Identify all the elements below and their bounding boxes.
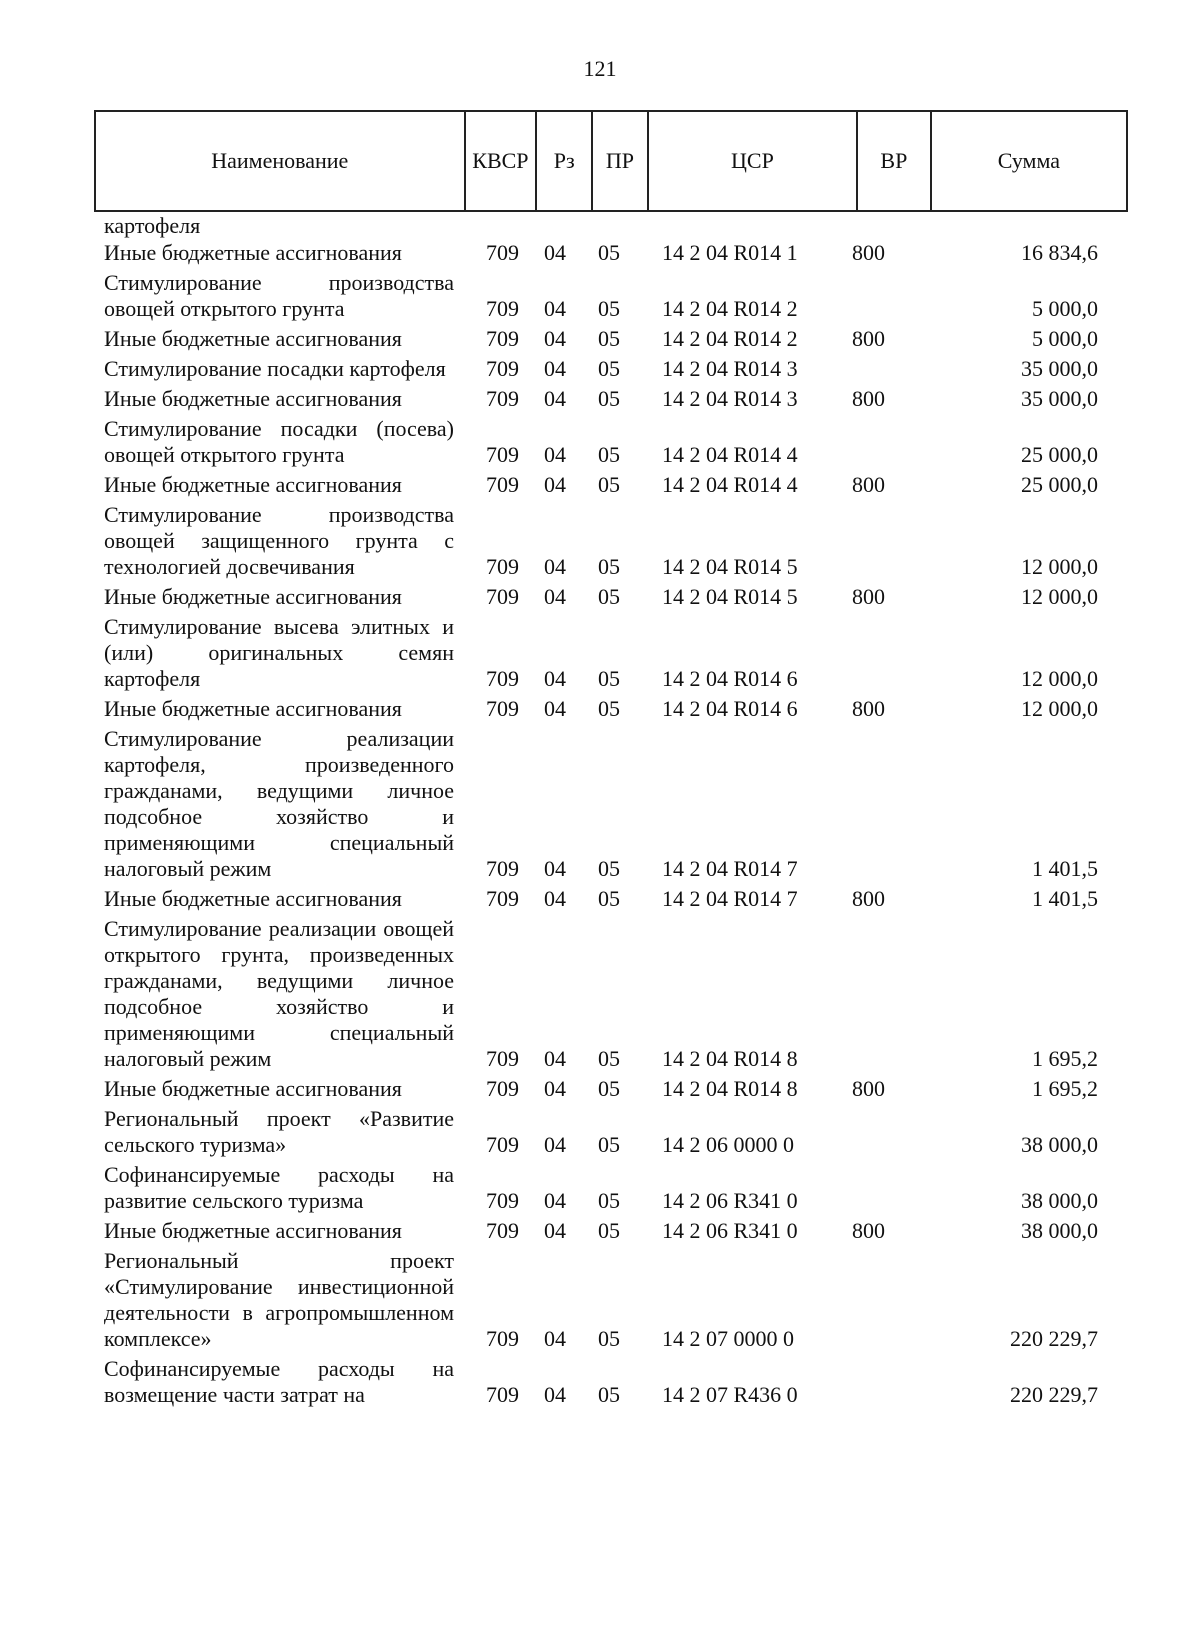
row-kvsr: 709 (486, 1326, 519, 1351)
row-csr: 14 2 04 R014 6 (662, 696, 798, 721)
row-vr: 800 (852, 326, 885, 351)
row-rz: 04 (544, 1326, 566, 1351)
row-pr: 05 (598, 666, 620, 691)
row-rz: 04 (544, 240, 566, 265)
table-row (104, 386, 1128, 412)
row-name: Стимулирование производства овощей защищенного грунта с технологией досвечивания (104, 502, 454, 579)
row-rz: 04 (544, 696, 566, 721)
table-body (104, 240, 1128, 1412)
row-vr: 800 (852, 1218, 885, 1243)
row-name: Региональный проект «Стимулирование инвестиционной деятельности в агропромышленном комплексе» (104, 1248, 454, 1351)
row-pr: 05 (598, 696, 620, 721)
row-csr: 14 2 04 R014 7 (662, 886, 798, 911)
row-name: Стимулирование высева элитных и (или) оригинальных семян картофеля (104, 614, 454, 691)
row-sum: 220 229,7 (1010, 1326, 1098, 1351)
row-vr: 800 (852, 386, 885, 411)
row-sum: 5 000,0 (1032, 326, 1098, 351)
row-kvsr: 709 (486, 1382, 519, 1407)
table-row (104, 1076, 1128, 1102)
row-rz: 04 (544, 442, 566, 467)
row-name: Иные бюджетные ассигнования (104, 886, 402, 911)
row-rz: 04 (544, 1188, 566, 1213)
row-kvsr: 709 (486, 240, 519, 265)
row-pr: 05 (598, 1382, 620, 1407)
row-pr: 05 (598, 554, 620, 579)
row-name: Стимулирование посадки (посева) овощей открытого грунта (104, 416, 454, 467)
header-pr: ПР (593, 112, 649, 210)
row-name: Стимулирование реализации картофеля, произведенного гражданами, ведущими личное подсобное хозяйство и применяющими специальный налоговый режим (104, 726, 454, 881)
row-kvsr: 709 (486, 1132, 519, 1157)
row-name: Стимулирование реализации овощей открытого грунта, произведенных гражданами, ведущими личное подсобное хозяйство и применяющими специальный налоговый режим (104, 916, 454, 1071)
row-sum: 38 000,0 (1021, 1188, 1098, 1213)
row-name: Иные бюджетные ассигнования (104, 696, 402, 721)
row-rz: 04 (544, 1076, 566, 1101)
row-name: Софинансируемые расходы на возмещение части затрат на (104, 1356, 454, 1407)
row-rz: 04 (544, 1132, 566, 1157)
continuation-text: картофеля (104, 213, 201, 238)
row-pr: 05 (598, 1046, 620, 1071)
row-pr: 05 (598, 442, 620, 467)
row-name: Стимулирование посадки картофеля (104, 356, 446, 381)
page-number: 121 (583, 56, 617, 81)
row-rz: 04 (544, 296, 566, 321)
table-row (104, 614, 1128, 692)
row-csr: 14 2 06 0000 0 (662, 1132, 794, 1157)
row-rz: 04 (544, 326, 566, 351)
row-pr: 05 (598, 386, 620, 411)
row-pr: 05 (598, 886, 620, 911)
header-vr: ВР (858, 112, 932, 210)
row-name: Иные бюджетные ассигнования (104, 472, 402, 497)
row-pr: 05 (598, 326, 620, 351)
row-pr: 05 (598, 472, 620, 497)
table-row (104, 1218, 1128, 1244)
row-name: Иные бюджетные ассигнования (104, 326, 402, 351)
row-sum: 38 000,0 (1021, 1132, 1098, 1157)
row-rz: 04 (544, 356, 566, 381)
row-csr: 14 2 07 0000 0 (662, 1326, 794, 1351)
row-pr: 05 (598, 1076, 620, 1101)
table-header (94, 110, 1128, 212)
row-kvsr: 709 (486, 666, 519, 691)
row-kvsr: 709 (486, 1188, 519, 1213)
row-pr: 05 (598, 296, 620, 321)
row-rz: 04 (544, 1218, 566, 1243)
table-row (104, 916, 1128, 1072)
header-name: Наименование (96, 112, 466, 210)
row-pr: 05 (598, 1188, 620, 1213)
row-name: Региональный проект «Развитие сельского туризма» (104, 1106, 454, 1157)
row-kvsr: 709 (486, 856, 519, 881)
header-sum: Сумма (997, 148, 1061, 173)
row-rz: 04 (544, 584, 566, 609)
row-vr: 800 (852, 584, 885, 609)
row-sum: 35 000,0 (1021, 386, 1098, 411)
row-csr: 14 2 06 R341 0 (662, 1188, 798, 1213)
row-sum: 25 000,0 (1021, 442, 1098, 467)
table-row (104, 584, 1128, 610)
row-kvsr: 709 (486, 356, 519, 381)
row-rz: 04 (544, 1046, 566, 1071)
row-rz: 04 (544, 1382, 566, 1407)
row-pr: 05 (598, 1132, 620, 1157)
row-csr: 14 2 04 R014 6 (662, 666, 798, 691)
row-sum: 35 000,0 (1021, 356, 1098, 381)
row-pr: 05 (598, 240, 620, 265)
row-pr: 05 (598, 356, 620, 381)
table-row (104, 1248, 1128, 1352)
header-csr: ЦСР (649, 112, 858, 210)
row-rz: 04 (544, 554, 566, 579)
row-csr: 14 2 07 R436 0 (662, 1382, 798, 1407)
row-sum: 38 000,0 (1021, 1218, 1098, 1243)
table-row (104, 472, 1128, 498)
row-pr: 05 (598, 1218, 620, 1243)
row-rz: 04 (544, 666, 566, 691)
table-row (104, 326, 1128, 352)
row-name: Иные бюджетные ассигнования (104, 1218, 402, 1243)
row-pr: 05 (598, 584, 620, 609)
row-pr: 05 (598, 856, 620, 881)
row-vr: 800 (852, 1076, 885, 1101)
row-csr: 14 2 06 R341 0 (662, 1218, 798, 1243)
table-row (104, 416, 1128, 468)
row-pr: 05 (598, 1326, 620, 1351)
row-rz: 04 (544, 856, 566, 881)
table-row (104, 886, 1128, 912)
row-vr: 800 (852, 886, 885, 911)
row-kvsr: 709 (486, 554, 519, 579)
row-kvsr: 709 (486, 472, 519, 497)
table-row (104, 1162, 1128, 1214)
row-sum: 12 000,0 (1021, 554, 1098, 579)
row-sum: 220 229,7 (1010, 1382, 1098, 1407)
row-csr: 14 2 04 R014 5 (662, 584, 798, 609)
row-csr: 14 2 04 R014 4 (662, 442, 798, 467)
row-kvsr: 709 (486, 386, 519, 411)
row-sum: 1 695,2 (1032, 1046, 1098, 1071)
table-row (104, 1356, 1128, 1408)
row-csr: 14 2 04 R014 1 (662, 240, 798, 265)
row-csr: 14 2 04 R014 5 (662, 554, 798, 579)
row-kvsr: 709 (486, 1076, 519, 1101)
table-row (104, 1106, 1128, 1158)
row-rz: 04 (544, 886, 566, 911)
row-csr: 14 2 04 R014 7 (662, 856, 798, 881)
row-kvsr: 709 (486, 442, 519, 467)
table-row (104, 240, 1128, 266)
header-rz: Рз (537, 112, 593, 210)
row-csr: 14 2 04 R014 8 (662, 1076, 798, 1101)
table-row (104, 270, 1128, 322)
row-sum: 12 000,0 (1021, 696, 1098, 721)
row-rz: 04 (544, 472, 566, 497)
row-name: Иные бюджетные ассигнования (104, 240, 402, 265)
row-kvsr: 709 (486, 1046, 519, 1071)
row-name: Софинансируемые расходы на развитие сельского туризма (104, 1162, 454, 1213)
table-row (104, 696, 1128, 722)
row-csr: 14 2 04 R014 8 (662, 1046, 798, 1071)
row-rz: 04 (544, 386, 566, 411)
row-vr: 800 (852, 696, 885, 721)
row-vr: 800 (852, 472, 885, 497)
row-kvsr: 709 (486, 886, 519, 911)
row-vr: 800 (852, 240, 885, 265)
table-row (104, 502, 1128, 580)
table-row (104, 356, 1128, 382)
row-csr: 14 2 04 R014 3 (662, 386, 798, 411)
row-csr: 14 2 04 R014 4 (662, 472, 798, 497)
row-name: Иные бюджетные ассигнования (104, 584, 402, 609)
header-kvsr: КВСР (466, 112, 538, 210)
row-sum: 1 401,5 (1032, 886, 1098, 911)
row-kvsr: 709 (486, 296, 519, 321)
row-sum: 5 000,0 (1032, 296, 1098, 321)
row-sum: 25 000,0 (1021, 472, 1098, 497)
row-csr: 14 2 04 R014 2 (662, 296, 798, 321)
row-sum: 1 401,5 (1032, 856, 1098, 881)
row-kvsr: 709 (486, 584, 519, 609)
row-sum: 16 834,6 (1021, 240, 1098, 265)
row-kvsr: 709 (486, 326, 519, 351)
row-kvsr: 709 (486, 696, 519, 721)
row-sum: 12 000,0 (1021, 666, 1098, 691)
row-kvsr: 709 (486, 1218, 519, 1243)
row-sum: 1 695,2 (1032, 1076, 1098, 1101)
row-sum: 12 000,0 (1021, 584, 1098, 609)
row-name: Иные бюджетные ассигнования (104, 1076, 402, 1101)
row-name: Иные бюджетные ассигнования (104, 386, 402, 411)
row-name: Стимулирование производства овощей открытого грунта (104, 270, 454, 321)
table-row (104, 726, 1128, 882)
row-csr: 14 2 04 R014 3 (662, 356, 798, 381)
row-csr: 14 2 04 R014 2 (662, 326, 798, 351)
